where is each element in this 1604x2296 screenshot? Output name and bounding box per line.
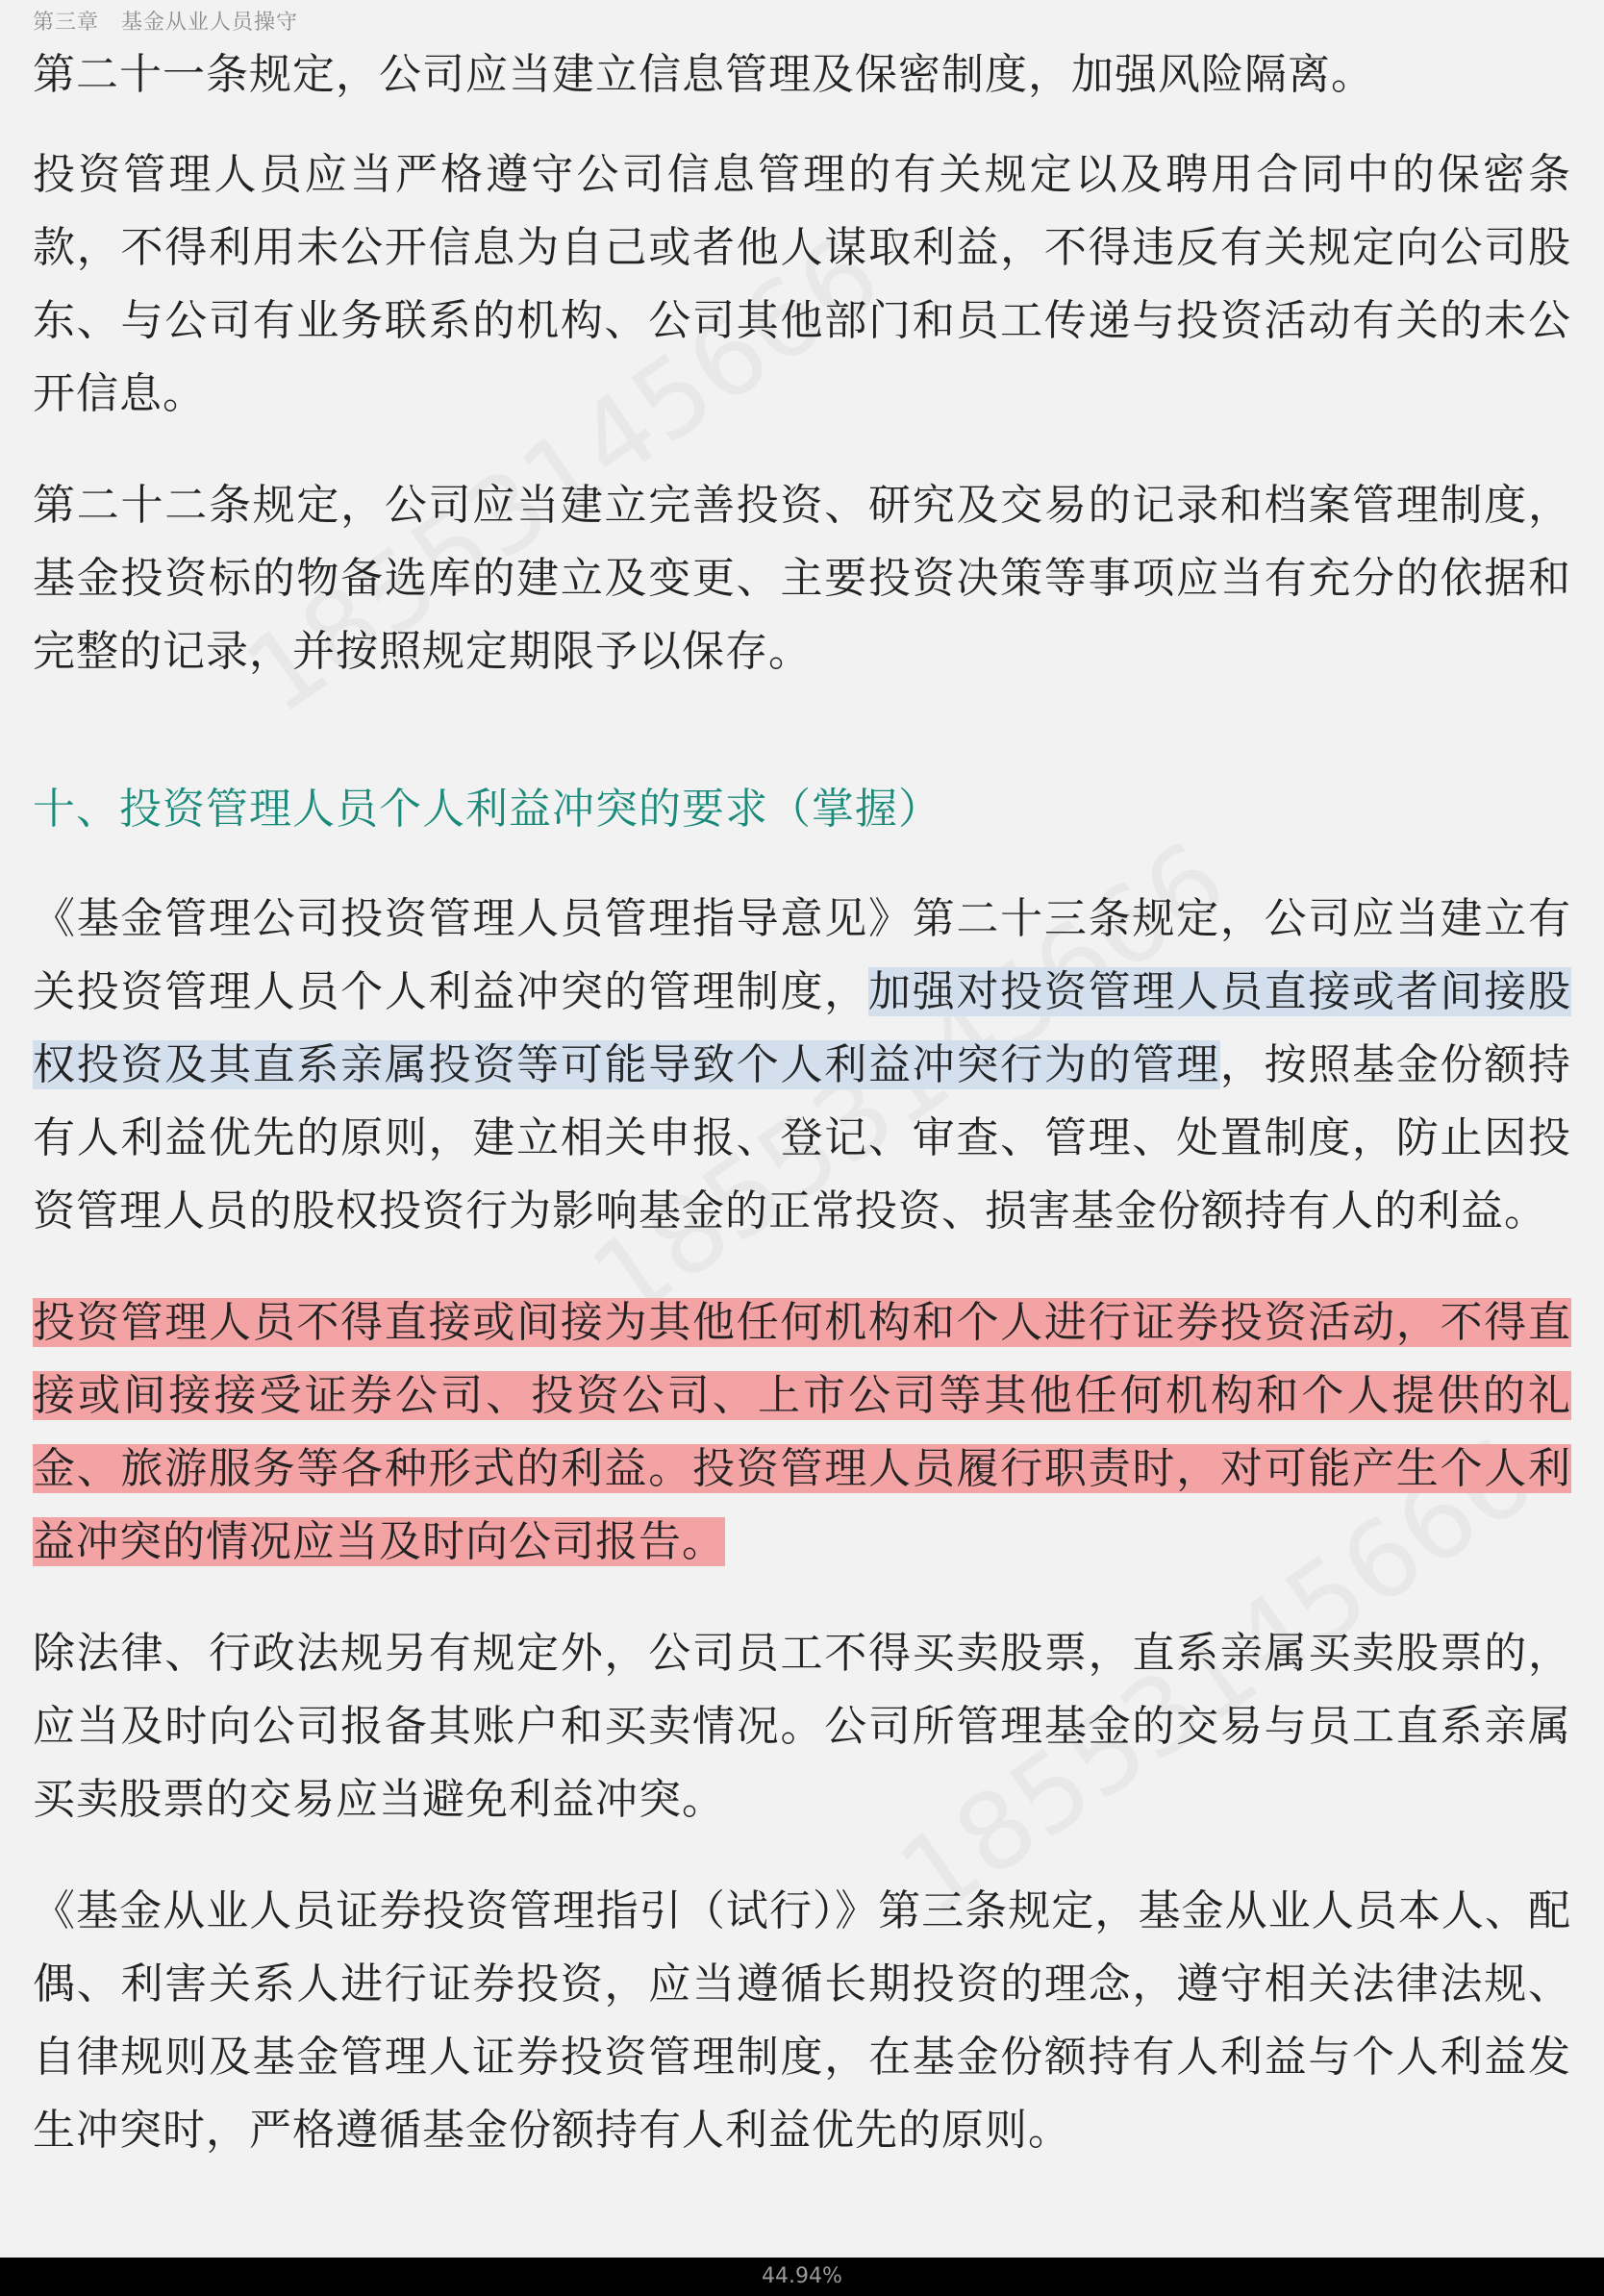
section-heading: 十、投资管理人员个人利益冲突的要求（掌握）: [33, 785, 941, 834]
reading-progress-bar: [0, 2258, 1604, 2296]
paragraph: [33, 883, 1571, 1248]
document-body: [33, 38, 1571, 2206]
highlight-blue[interactable]: 加强对投资管理人员直接或者间接股权投资及其直系亲属投资等可能导致个人利益冲突行为的管理: [33, 967, 1571, 1089]
paragraph: 第二十二条规定，公司应当建立完善投资、研究及交易的记录和档案管理制度，基金投资标的物备选库的建立及变更、主要投资决策等事项应当有充分的依据和完整的记录，并按照规定期限予以保存。: [33, 481, 1571, 676]
highlight-red[interactable]: 投资管理人员不得直接或间接为其他任何机构和个人进行证券投资活动，不得直接或间接接受证券公司、投资公司、上市公司等其他任何机构和个人提供的礼金、旅游服务等各种形式的利益。投资管理人员履行职责时，对可能产生个人利益冲突的情况应当及时向公司报告。: [33, 1298, 1571, 1566]
paragraph: [33, 1286, 1571, 1579]
paragraph: 投资管理人员应当严格遵守公司信息管理的有关规定以及聘用合同中的保密条款，不得利用未公开信息为自己或者他人谋取利益，不得违反有关规定向公司股东、与公司有业务联系的机构、公司其他部门和员工传递与投资活动有关的未公开信息。: [33, 150, 1571, 418]
paragraph: 《基金从业人员证券投资管理指引（试行）》第三条规定，基金从业人员本人、配偶、利害关系人进行证券投资，应当遵循长期投资的理念，遵守相关法律法规、自律规则及基金管理人证券投资管理制度，在基金份额持有人利益与个人利益发生冲突时，严格遵循基金份额持有人利益优先的原则。: [33, 1886, 1571, 2155]
paragraph: 第二十一条规定，公司应当建立信息管理及保密制度，加强风险隔离。: [33, 50, 1374, 99]
text-run: ，按照基金份额持有人利益优先的原则，建立相关申报、登记、审查、管理、处置制度，防止因投资管理人员的股权投资行为影响基金的正常投资、损害基金份额持有人的利益。: [33, 1040, 1572, 1235]
chapter-header: 第三章 基金从业人员操守: [33, 11, 299, 35]
text-run: 《基金管理公司投资管理人员管理指导意见》第二十三条规定，公司应当建立有关投资管理人员个人利益冲突的管理制度，: [33, 894, 1571, 1016]
progress-percent: 44.94%: [762, 2264, 842, 2288]
paragraph: 除法律、行政法规另有规定外，公司员工不得买卖股票，直系亲属买卖股票的，应当及时向公司报备其账户和买卖情况。公司所管理基金的交易与员工直系亲属买卖股票的交易应当避免利益冲突。: [33, 1629, 1571, 1824]
